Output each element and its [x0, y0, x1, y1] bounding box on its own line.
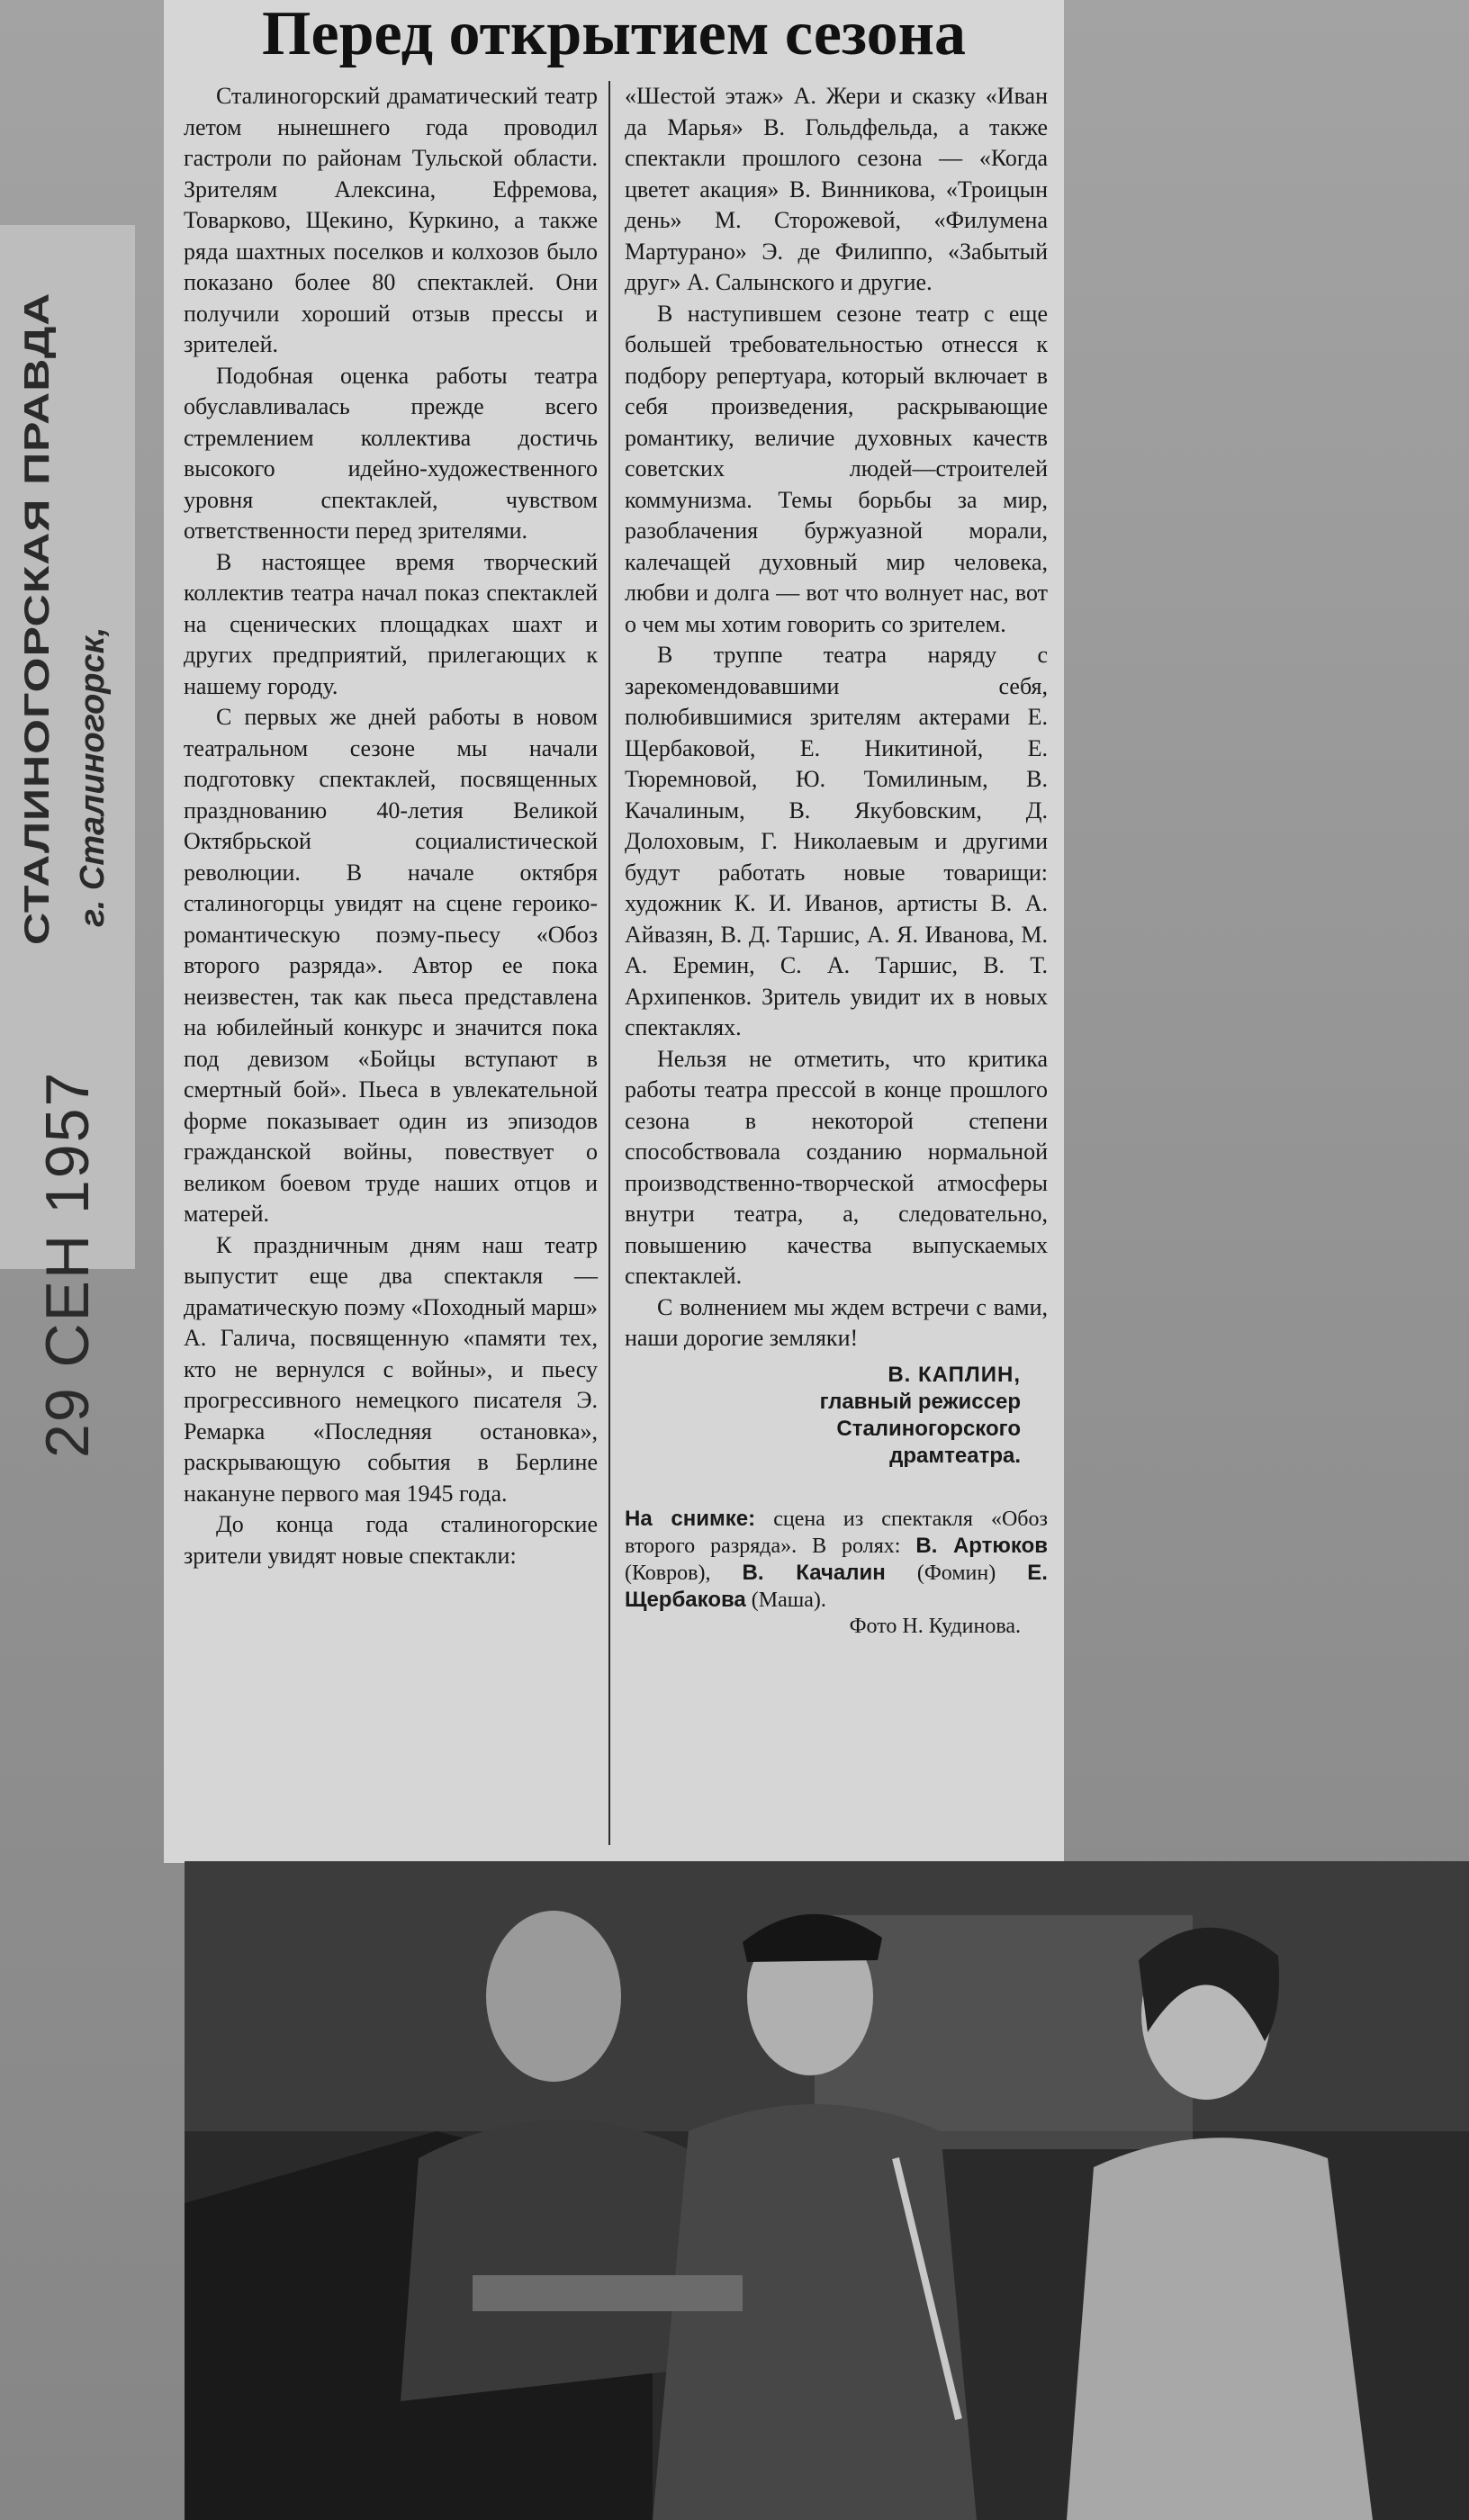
- article-paragraph: До конца года сталиногорские зрители увидят новые спектакли:: [184, 1511, 598, 1569]
- photo-caption: [625, 1506, 1048, 1640]
- article-paragraph: «Шестой этаж» А. Жери и сказку «Иван да Марья» В. Гольдфельда, а также спектакли прошлого сезона — «Когда цветет акация» В. Винникова, «Троицын день» М. Сторожевой, «Филумена Мартурано» Э. де Филиппо, «Забытый друг» А. Салынского и другие.: [625, 83, 1048, 295]
- photo-credit: Фото Н. Кудинова.: [849, 1614, 1021, 1638]
- stamp-city: г. Сталиногорск,: [74, 626, 112, 927]
- column-divider: [608, 81, 610, 1845]
- author-signature: [625, 1362, 1048, 1470]
- caption-actor: В. Качалин: [742, 1560, 886, 1585]
- caption-role: (Маша).: [745, 1588, 826, 1612]
- stage-photo: [185, 1861, 1469, 2520]
- article-title: Перед открытием сезона: [262, 0, 966, 68]
- author-role: драмтеатра.: [889, 1443, 1021, 1468]
- article-column-left: [184, 81, 598, 1571]
- article-paragraph: С первых же дней работы в новом театральном сезоне мы начали подготовку спектаклей, посвященных празднованию 40-летия Великой Октябрьской социалистической революции. В начале октября сталиногорцы увидят на сцене героико-романтическую поэму-пьесу «Обоз второго разряда». Автор ее пока неизвестен, так как пьеса представлена на юбилейный конкурс и значится пока под девизом «Бойцы вступают в смертный бой». Пьеса в увлекательной форме показывает один из эпизодов гражданской войны, повествует о великом боевом труде наших отцов и матерей.: [184, 704, 598, 1227]
- caption-actor: Е. Щербакова: [625, 1560, 1048, 1612]
- archive-stamp: [0, 225, 135, 1458]
- article-paragraph: В настоящее время творческий коллектив театра начал показ спектаклей на сценических площадках шахт и других предприятий, прилегающих к нашему городу.: [184, 548, 598, 699]
- caption-actor: В. Артюков: [915, 1533, 1049, 1558]
- article-paragraph: К праздничным дням наш театр выпустит еще два спектакля — драматическую поэму «Походный марш» А. Галича, посвященную «памяти тех, кто не вернулся с войны», и пьесу прогрессивного немецкого писателя Э. Ремарка «Последняя остановка», раскрывающую события в Берлине накануне первого мая 1945 года.: [184, 1231, 598, 1507]
- article-paragraph: В наступившем сезоне театр с еще большей требовательностью отнесся к подбору репертуара, который включает в себя произведения, раскрывающие романтику, величие духовных качеств советских людей—строителей коммунизма. Темы борьбы за мир, разоблачения буржуазной морали, калечащей духовный мир человека, любви и долга — вот что волнует нас, вот о чем мы хотим говорить со зрителем.: [625, 300, 1048, 637]
- caption-lead: На снимке:: [625, 1506, 756, 1531]
- author-name: В. КАПЛИН,: [888, 1362, 1021, 1387]
- caption-text: сцена из спектакля «Обоз второго разряда». В ролях:: [625, 1507, 1048, 1558]
- article-paragraph: Подобная оценка работы театра обуславливалась прежде всего стремлением коллектива достичь высокого идейно-художественного уровня спектаклей, чувством ответственности перед зрителями.: [184, 362, 598, 544]
- article-paragraph: Нельзя не отметить, что критика работы театра прессой в конце прошлого сезона в некоторой степени способствовала созданию нормальной производственно-творческой атмосферы внутри театра, а, следовательно, повышению качества выпускаемых спектаклей.: [625, 1045, 1048, 1289]
- author-role: Сталиногорского: [836, 1416, 1021, 1441]
- caption-role: (Фомин): [885, 1561, 1028, 1585]
- stage-photo-illustration: [185, 1861, 1469, 2520]
- stamp-newspaper-name: СТАЛИНОГОРСКАЯ ПРАВДА: [16, 292, 57, 945]
- article-paragraph: В труппе театра наряду с зарекомендовавшими себя, полюбившимися зрителям актерами Е. Щербаковой, Е. Никитиной, Е. Тюремновой, Ю. Томилиным, В. Качалиным, В. Якубовским, Д. Долоховым, Г. Николаевым и другими будут работать новые товарищи: художник К. И. Иванов, артисты В. А. Айвазян, В. Д. Таршис, А. Я. Иванова, М. А. Еремин, С. А. Таршис, В. Т. Архипенков. Зритель увидит их в новых спектаклях.: [625, 642, 1048, 1040]
- article-column-right: [625, 81, 1048, 1640]
- author-role: главный режиссер: [819, 1389, 1021, 1414]
- stamp-date: 29 СЕН 1957: [33, 1070, 102, 1458]
- article-paragraph: Сталиногорский драматический театр летом нынешнего года проводил гастроли по районам Тульской области. Зрителям Алексина, Ефремова, Товарково, Щекино, Куркино, а также ряда шахтных поселков и колхозов было показано более 80 спектаклей. Они получили хороший отзыв прессы и зрителей.: [184, 83, 598, 357]
- newspaper-clipping: [164, 0, 1064, 1863]
- caption-role: (Ковров),: [625, 1561, 743, 1585]
- article-paragraph: С волнением мы ждем встречи с вами, наши дорогие земляки!: [625, 1293, 1048, 1351]
